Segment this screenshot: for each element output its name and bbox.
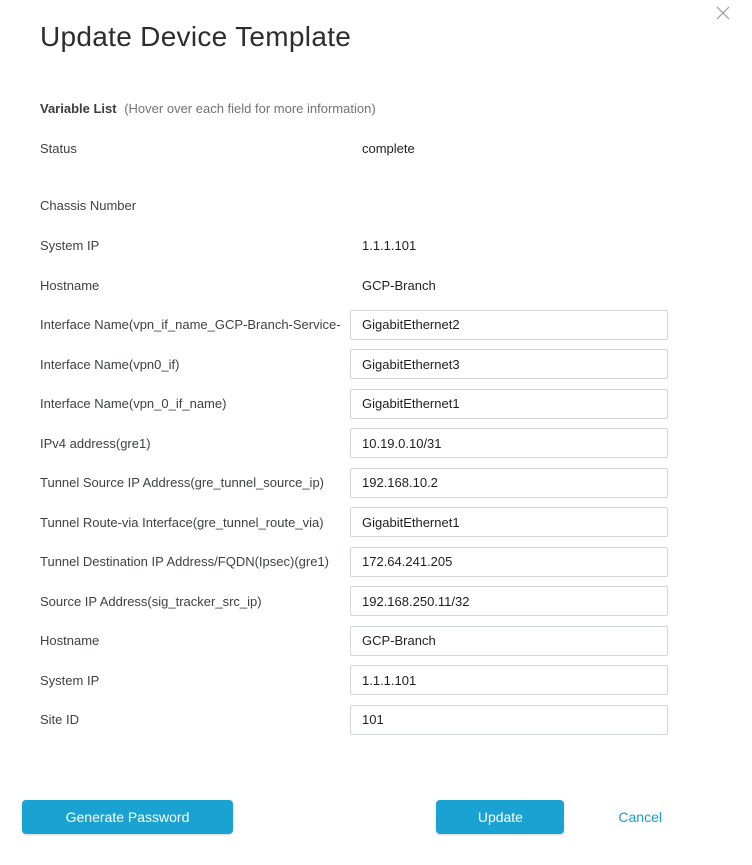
variable-input[interactable] (350, 665, 668, 695)
field-label: Interface Name(vpn_if_name_GCP-Branch-Service- (40, 317, 341, 333)
input-row-site-id (0, 700, 752, 740)
variable-input[interactable] (350, 705, 668, 735)
field-label: Hostname (40, 277, 100, 293)
variable-input[interactable] (350, 507, 668, 537)
variable-input[interactable] (350, 586, 668, 616)
field-label: Tunnel Destination IP Address/FQDN(Ipsec)(gre1) (40, 554, 330, 570)
variable-input[interactable] (350, 626, 668, 656)
field-label: Hostname (40, 633, 100, 649)
input-row-interface-name-vpn0-if (0, 345, 752, 385)
close-button[interactable] (713, 5, 733, 25)
variable-input[interactable] (350, 349, 668, 379)
modal-footer (22, 800, 752, 834)
input-row-interface-name-vpn-0-if-name (0, 384, 752, 424)
update-button[interactable]: Update (436, 800, 564, 834)
field-label: Tunnel Route-via Interface(gre_tunnel_route_via) (40, 514, 324, 530)
field-value: complete (362, 140, 415, 156)
field-label: Tunnel Source IP Address(gre_tunnel_source_ip) (40, 475, 325, 491)
variable-list-section-heading (40, 100, 712, 118)
static-row-system-ip (0, 225, 752, 265)
field-label: Interface Name(vpn0_if) (40, 356, 180, 372)
variable-input[interactable] (350, 468, 668, 498)
input-row-ipv4-address-gre1 (0, 424, 752, 464)
input-row-hostname (0, 621, 752, 661)
field-label: IPv4 address(gre1) (40, 435, 151, 451)
variable-input[interactable] (350, 310, 668, 340)
field-label: Chassis Number (40, 197, 137, 213)
generate-password-button[interactable]: Generate Password (22, 800, 233, 834)
input-row-tunnel-destination-ip (0, 542, 752, 582)
static-row-status (0, 128, 752, 168)
variable-input[interactable] (350, 547, 668, 577)
static-row-hostname (0, 265, 752, 305)
field-label: Site ID (40, 712, 80, 728)
input-row-source-ip-sig-tracker (0, 582, 752, 622)
field-label: System IP (40, 672, 100, 688)
variable-rows (0, 128, 752, 740)
input-row-system-ip (0, 661, 752, 701)
input-row-tunnel-route-via-interface (0, 503, 752, 543)
variable-list-heading: Variable List (40, 101, 117, 116)
modal-title: Update Device Template (40, 21, 352, 52)
close-icon (716, 6, 730, 25)
variable-input[interactable] (350, 428, 668, 458)
field-label: System IP (40, 237, 100, 253)
static-row-chassis-number (0, 185, 752, 225)
field-label: Interface Name(vpn_0_if_name) (40, 396, 227, 412)
variable-list-hint: (Hover over each field for more information) (124, 101, 376, 116)
field-label: Status (40, 140, 77, 156)
variable-input[interactable] (350, 389, 668, 419)
field-label: Source IP Address(sig_tracker_src_ip) (40, 593, 262, 609)
field-value: 1.1.1.101 (362, 237, 417, 253)
field-value: GCP-Branch (362, 277, 436, 293)
input-row-interface-name-service-vpn (0, 305, 752, 345)
input-row-tunnel-source-ip (0, 463, 752, 503)
cancel-link[interactable]: Cancel (618, 808, 662, 825)
